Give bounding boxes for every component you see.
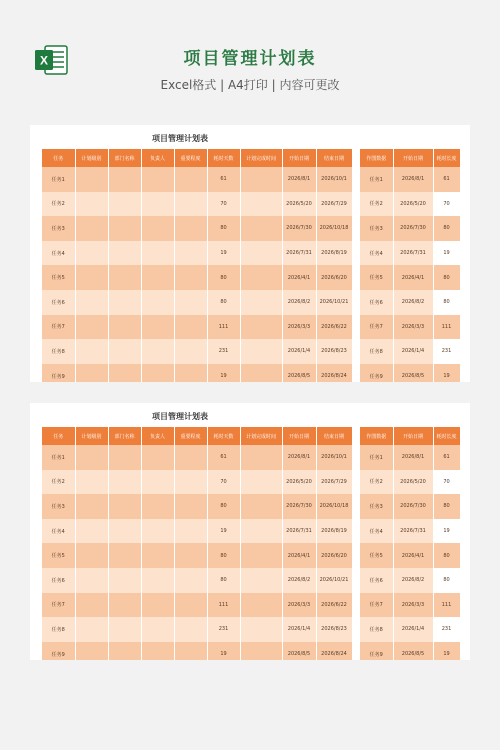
table-row (360, 241, 460, 266)
empty-cell (75, 315, 108, 340)
start-date-cell: 2026/3/3 (282, 315, 316, 340)
start-date-cell: 2026/8/5 (393, 364, 433, 382)
start-date-cell: 2026/7/31 (393, 241, 433, 266)
start-date-cell: 2026/8/1 (282, 445, 316, 470)
empty-cell (141, 241, 174, 266)
start-date-cell: 2026/8/2 (393, 568, 433, 593)
days-cell: 19 (207, 642, 240, 660)
table-row (42, 241, 352, 266)
end-date-cell: 2026/6/20 (316, 543, 352, 568)
days-cell: 61 (207, 445, 240, 470)
empty-cell (141, 568, 174, 593)
empty-cell (141, 519, 174, 544)
column-header: 部门名称 (108, 149, 141, 167)
table-row (360, 617, 460, 642)
column-header: 开始日期 (282, 427, 316, 445)
days-cell: 80 (207, 290, 240, 315)
empty-cell (75, 470, 108, 495)
empty-cell (174, 494, 207, 519)
days-cell: 19 (433, 642, 460, 660)
empty-cell (75, 568, 108, 593)
empty-cell (141, 265, 174, 290)
empty-cell (108, 315, 141, 340)
end-date-cell: 2026/6/22 (316, 315, 352, 340)
empty-cell (108, 543, 141, 568)
table-row (42, 470, 352, 495)
start-date-cell: 2026/7/30 (393, 216, 433, 241)
column-header: 计划级别 (75, 427, 108, 445)
task-cell: 任务3 (360, 494, 393, 519)
task-cell: 任务2 (42, 470, 75, 495)
sheet-title: 项目管理计划表 (152, 412, 208, 421)
empty-cell (108, 339, 141, 364)
end-date-cell: 2026/10/18 (316, 216, 352, 241)
days-cell: 19 (207, 519, 240, 544)
empty-cell (141, 364, 174, 382)
empty-cell (141, 167, 174, 192)
empty-cell (174, 617, 207, 642)
empty-cell (174, 543, 207, 568)
task-cell: 任务6 (42, 290, 75, 315)
task-cell: 任务4 (360, 519, 393, 544)
task-cell: 任务8 (42, 617, 75, 642)
task-cell: 任务3 (42, 216, 75, 241)
end-date-cell: 2026/10/21 (316, 568, 352, 593)
empty-cell (75, 642, 108, 660)
finish-time-cell (240, 543, 282, 568)
empty-cell (108, 470, 141, 495)
task-cell: 任务3 (360, 216, 393, 241)
start-date-cell: 2026/8/1 (393, 445, 433, 470)
end-date-cell: 2026/10/1 (316, 445, 352, 470)
empty-cell (75, 593, 108, 618)
empty-cell (75, 339, 108, 364)
table-row (42, 192, 352, 217)
start-date-cell: 2026/5/20 (282, 470, 316, 495)
start-date-cell: 2026/3/3 (393, 593, 433, 618)
days-cell: 19 (207, 364, 240, 382)
empty-cell (108, 568, 141, 593)
table-row (360, 593, 460, 618)
table-row (42, 519, 352, 544)
column-header: 耗时长度 (433, 149, 460, 167)
start-date-cell: 2026/1/4 (393, 617, 433, 642)
column-header: 开始日期 (282, 149, 316, 167)
column-header: 重要程度 (174, 427, 207, 445)
task-cell: 任务4 (42, 519, 75, 544)
empty-cell (174, 339, 207, 364)
finish-time-cell (240, 470, 282, 495)
end-date-cell: 2026/7/29 (316, 470, 352, 495)
column-header: 耗时天数 (207, 149, 240, 167)
start-date-cell: 2026/5/20 (393, 470, 433, 495)
start-date-cell: 2026/1/4 (282, 617, 316, 642)
end-date-cell: 2026/8/24 (316, 364, 352, 382)
task-cell: 任务7 (360, 315, 393, 340)
column-header: 负责人 (141, 427, 174, 445)
days-cell: 80 (433, 216, 460, 241)
days-cell: 80 (207, 265, 240, 290)
start-date-cell: 2026/8/5 (282, 364, 316, 382)
end-date-cell: 2026/7/29 (316, 192, 352, 217)
days-cell: 70 (433, 192, 460, 217)
empty-cell (174, 593, 207, 618)
table-row (360, 167, 460, 192)
days-cell: 111 (433, 593, 460, 618)
table-row (42, 445, 352, 470)
empty-cell (174, 167, 207, 192)
task-cell: 任务2 (360, 192, 393, 217)
table-row (42, 315, 352, 340)
empty-cell (75, 445, 108, 470)
task-cell: 任务9 (42, 642, 75, 660)
finish-time-cell (240, 241, 282, 266)
table-row (360, 568, 460, 593)
table-row (42, 642, 352, 660)
start-date-cell: 2026/4/1 (282, 265, 316, 290)
finish-time-cell (240, 339, 282, 364)
empty-cell (108, 642, 141, 660)
empty-cell (75, 617, 108, 642)
empty-cell (141, 315, 174, 340)
empty-cell (75, 192, 108, 217)
table-row (360, 315, 460, 340)
empty-cell (75, 543, 108, 568)
task-cell: 任务4 (42, 241, 75, 266)
end-date-cell: 2026/8/19 (316, 241, 352, 266)
days-cell: 61 (433, 445, 460, 470)
days-cell: 70 (207, 192, 240, 217)
task-cell: 任务5 (42, 265, 75, 290)
page-title: 项目管理计划表 (183, 49, 317, 69)
empty-cell (174, 290, 207, 315)
table-row (42, 593, 352, 618)
table-row (42, 494, 352, 519)
table-row (360, 470, 460, 495)
empty-cell (75, 265, 108, 290)
table-row (360, 519, 460, 544)
column-header: 计划完成时间 (240, 149, 282, 167)
finish-time-cell (240, 167, 282, 192)
start-date-cell: 2026/1/4 (282, 339, 316, 364)
days-cell: 80 (433, 543, 460, 568)
days-cell: 80 (433, 290, 460, 315)
empty-cell (141, 593, 174, 618)
table-row (360, 364, 460, 382)
empty-cell (75, 241, 108, 266)
task-cell: 任务1 (42, 167, 75, 192)
empty-cell (75, 519, 108, 544)
table-row (42, 216, 352, 241)
days-cell: 80 (433, 494, 460, 519)
end-date-cell: 2026/8/23 (316, 339, 352, 364)
start-date-cell: 2026/5/20 (393, 192, 433, 217)
task-cell: 任务4 (360, 241, 393, 266)
excel-icon-letter: X (39, 53, 49, 68)
task-cell: 任务8 (42, 339, 75, 364)
column-header: 任务 (42, 149, 75, 167)
table-row (42, 167, 352, 192)
empty-cell (108, 494, 141, 519)
empty-cell (108, 167, 141, 192)
task-cell: 任务9 (360, 642, 393, 660)
days-cell: 111 (433, 315, 460, 340)
days-cell: 80 (207, 494, 240, 519)
empty-cell (75, 494, 108, 519)
empty-cell (141, 642, 174, 660)
start-date-cell: 2026/4/1 (282, 543, 316, 568)
start-date-cell: 2026/1/4 (393, 339, 433, 364)
empty-cell (108, 445, 141, 470)
table-row (360, 445, 460, 470)
empty-cell (141, 216, 174, 241)
days-cell: 19 (207, 241, 240, 266)
start-date-cell: 2026/7/30 (393, 494, 433, 519)
table-row (42, 364, 352, 382)
task-cell: 任务8 (360, 339, 393, 364)
empty-cell (174, 470, 207, 495)
empty-cell (108, 265, 141, 290)
finish-time-cell (240, 593, 282, 618)
task-cell: 任务6 (360, 568, 393, 593)
page-subtitle: Excel格式 | A4打印 | 内容可更改 (160, 78, 340, 92)
task-cell: 任务8 (360, 617, 393, 642)
end-date-cell: 2026/6/20 (316, 265, 352, 290)
table-row (360, 494, 460, 519)
end-date-cell: 2026/6/22 (316, 593, 352, 618)
empty-cell (108, 192, 141, 217)
column-header: 作图数据 (360, 427, 393, 445)
empty-cell (75, 167, 108, 192)
end-date-cell: 2026/10/18 (316, 494, 352, 519)
empty-cell (174, 445, 207, 470)
days-cell: 19 (433, 241, 460, 266)
finish-time-cell (240, 290, 282, 315)
start-date-cell: 2026/8/2 (282, 290, 316, 315)
empty-cell (174, 216, 207, 241)
start-date-cell: 2026/7/30 (282, 494, 316, 519)
start-date-cell: 2026/8/2 (393, 290, 433, 315)
finish-time-cell (240, 642, 282, 660)
empty-cell (141, 470, 174, 495)
empty-cell (141, 445, 174, 470)
column-header: 开始日期 (393, 149, 433, 167)
empty-cell (174, 241, 207, 266)
days-cell: 70 (433, 470, 460, 495)
column-header: 计划完成时间 (240, 427, 282, 445)
days-cell: 231 (207, 617, 240, 642)
chart-data-table (360, 149, 461, 382)
table-row (42, 265, 352, 290)
task-cell: 任务1 (360, 167, 393, 192)
empty-cell (75, 216, 108, 241)
finish-time-cell (240, 364, 282, 382)
column-header: 结束日期 (316, 427, 352, 445)
column-header: 开始日期 (393, 427, 433, 445)
days-cell: 111 (207, 593, 240, 618)
start-date-cell: 2026/7/31 (282, 241, 316, 266)
column-header: 重要程度 (174, 149, 207, 167)
empty-cell (75, 364, 108, 382)
column-header: 耗时天数 (207, 427, 240, 445)
chart-data-table (360, 427, 461, 660)
plan-table (42, 427, 353, 660)
task-cell: 任务3 (42, 494, 75, 519)
table-row (42, 617, 352, 642)
empty-cell (108, 241, 141, 266)
empty-cell (141, 543, 174, 568)
days-cell: 80 (433, 568, 460, 593)
empty-cell (174, 364, 207, 382)
start-date-cell: 2026/3/3 (282, 593, 316, 618)
task-cell: 任务5 (360, 543, 393, 568)
column-header: 部门名称 (108, 427, 141, 445)
empty-cell (108, 216, 141, 241)
plan-table (42, 149, 353, 382)
empty-cell (108, 593, 141, 618)
empty-cell (108, 290, 141, 315)
start-date-cell: 2026/4/1 (393, 543, 433, 568)
empty-cell (174, 315, 207, 340)
table-row (360, 290, 460, 315)
finish-time-cell (240, 315, 282, 340)
start-date-cell: 2026/8/5 (282, 642, 316, 660)
empty-cell (108, 364, 141, 382)
column-header: 结束日期 (316, 149, 352, 167)
task-cell: 任务7 (42, 593, 75, 618)
table-row (42, 568, 352, 593)
end-date-cell: 2026/10/21 (316, 290, 352, 315)
days-cell: 19 (433, 519, 460, 544)
finish-time-cell (240, 265, 282, 290)
empty-cell (141, 192, 174, 217)
empty-cell (141, 494, 174, 519)
start-date-cell: 2026/8/2 (282, 568, 316, 593)
table-row (360, 543, 460, 568)
empty-cell (141, 617, 174, 642)
task-cell: 任务6 (42, 568, 75, 593)
start-date-cell: 2026/8/1 (393, 167, 433, 192)
days-cell: 111 (207, 315, 240, 340)
start-date-cell: 2026/7/31 (282, 519, 316, 544)
empty-cell (174, 642, 207, 660)
task-cell: 任务5 (360, 265, 393, 290)
days-cell: 70 (207, 470, 240, 495)
finish-time-cell (240, 494, 282, 519)
task-cell: 任务9 (360, 364, 393, 382)
empty-cell (174, 568, 207, 593)
column-header: 耗时长度 (433, 427, 460, 445)
days-cell: 80 (207, 543, 240, 568)
table-row (42, 543, 352, 568)
sheet-preview-1 (30, 125, 470, 382)
empty-cell (174, 192, 207, 217)
empty-cell (174, 265, 207, 290)
sheet-title: 项目管理计划表 (152, 134, 208, 143)
days-cell: 231 (207, 339, 240, 364)
task-cell: 任务2 (42, 192, 75, 217)
column-header: 任务 (42, 427, 75, 445)
end-date-cell: 2026/8/23 (316, 617, 352, 642)
empty-cell (108, 617, 141, 642)
start-date-cell: 2026/7/30 (282, 216, 316, 241)
column-header: 负责人 (141, 149, 174, 167)
empty-cell (141, 339, 174, 364)
start-date-cell: 2026/8/5 (393, 642, 433, 660)
start-date-cell: 2026/4/1 (393, 265, 433, 290)
days-cell: 231 (433, 617, 460, 642)
start-date-cell: 2026/3/3 (393, 315, 433, 340)
days-cell: 80 (207, 568, 240, 593)
task-cell: 任务7 (360, 593, 393, 618)
finish-time-cell (240, 617, 282, 642)
table-row (360, 642, 460, 660)
finish-time-cell (240, 568, 282, 593)
days-cell: 80 (207, 216, 240, 241)
end-date-cell: 2026/10/1 (316, 167, 352, 192)
page-header (0, 0, 500, 118)
task-cell: 任务2 (360, 470, 393, 495)
days-cell: 61 (207, 167, 240, 192)
end-date-cell: 2026/8/24 (316, 642, 352, 660)
table-row (42, 290, 352, 315)
task-cell: 任务9 (42, 364, 75, 382)
start-date-cell: 2026/7/31 (393, 519, 433, 544)
table-row (360, 265, 460, 290)
empty-cell (141, 290, 174, 315)
finish-time-cell (240, 216, 282, 241)
finish-time-cell (240, 519, 282, 544)
table-row (42, 339, 352, 364)
sheet-preview-2 (30, 403, 470, 660)
table-row (360, 192, 460, 217)
table-row (360, 339, 460, 364)
column-header: 作图数据 (360, 149, 393, 167)
days-cell: 61 (433, 167, 460, 192)
days-cell: 19 (433, 364, 460, 382)
start-date-cell: 2026/8/1 (282, 167, 316, 192)
task-cell: 任务5 (42, 543, 75, 568)
table-row (360, 216, 460, 241)
days-cell: 80 (433, 265, 460, 290)
column-header: 计划级别 (75, 149, 108, 167)
finish-time-cell (240, 445, 282, 470)
task-cell: 任务7 (42, 315, 75, 340)
task-cell: 任务6 (360, 290, 393, 315)
end-date-cell: 2026/8/19 (316, 519, 352, 544)
empty-cell (174, 519, 207, 544)
start-date-cell: 2026/5/20 (282, 192, 316, 217)
finish-time-cell (240, 192, 282, 217)
empty-cell (108, 519, 141, 544)
days-cell: 231 (433, 339, 460, 364)
task-cell: 任务1 (42, 445, 75, 470)
empty-cell (75, 290, 108, 315)
task-cell: 任务1 (360, 445, 393, 470)
